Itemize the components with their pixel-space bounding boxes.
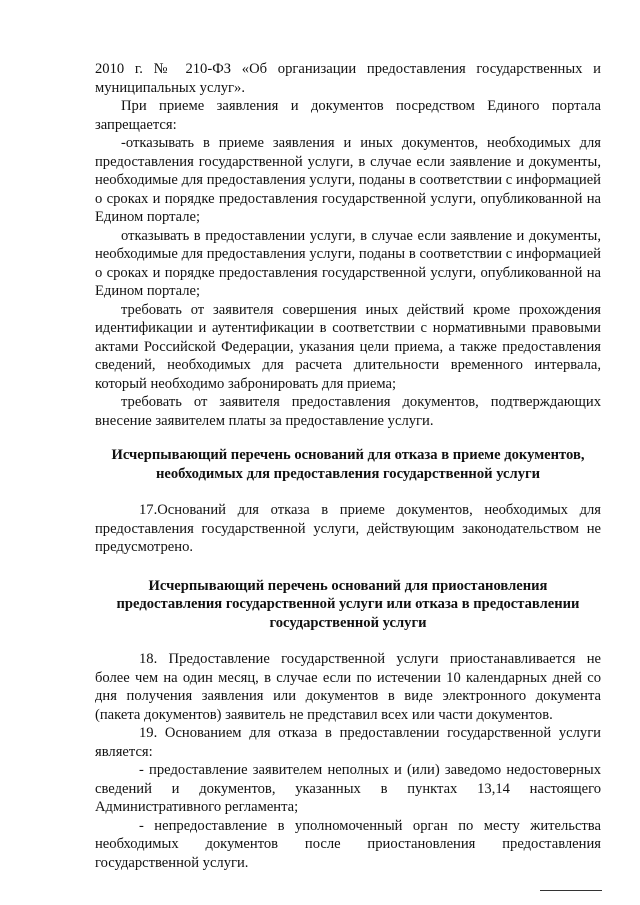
- section-heading-refusal-acceptance: Исчерпывающий перечень оснований для отказа в приеме документов, необходимых для предоставления государственной услуги: [111, 447, 585, 482]
- paragraph-17: 17.Оснований для отказа в приеме документов, необходимых для предоставления государственной услуги, действующим законодательством не предусмотрено.: [95, 502, 601, 555]
- paragraph-refuse-acceptance: -отказывать в приеме заявления и иных документов, необходимых для предоставления государственной услуги, в случае если заявление и документы, необходимые для предоставления услуги, поданы в соответствии с информацией о сроках и порядке предоставления государственной услуги, опубликованной на Едином портале;: [95, 135, 601, 225]
- paragraph-law-reference: 2010 г. № 210-ФЗ «Об организации предоставления государственных и муниципальных услуг».: [95, 61, 601, 96]
- paragraph-no-documents: - непредоставление в уполномоченный орган по месту жительства необходимых документов после приостановления предоставления государственной услуги.: [95, 817, 601, 871]
- paragraph-portal-prohibitions: При приеме заявления и документов посредством Единого портала запрещается:: [95, 98, 601, 133]
- section-heading-suspension: Исчерпывающий перечень оснований для приостановления предоставления государственной услуги или отказа в предоставлении государственной услуги: [116, 577, 580, 631]
- paragraph-18: 18. Предоставление государственной услуги приостанавливается не более чем на один месяц, в случае если по истечении 10 календарных дней со дня получения заявления или документов в виде электронного документа (пакета документов) заявитель не представил всех или части документов.: [95, 651, 601, 723]
- footer-divider: [540, 890, 602, 891]
- paragraph-require-payment-docs: требовать от заявителя предоставления документов, подтверждающих внесение заявителем платы за предоставление услуги.: [95, 394, 601, 429]
- paragraph-require-actions: требовать от заявителя совершения иных действий кроме прохождения идентификации и аутентификации в соответствии с нормативными правовыми актами Российской Федерации, указания цели приема, а также предоставления сведений, необходимых для расчета длительности временного интервала, который необходимо забронировать для приема;: [95, 301, 601, 392]
- paragraph-19: 19. Основанием для отказа в предоставлении государственной услуги является:: [95, 725, 601, 760]
- document-body: [95, 60, 601, 872]
- paragraph-refuse-service: отказывать в предоставлении услуги, в случае если заявление и документы, необходимые для предоставления услуги, поданы в соответствии с информацией о сроках и порядке предоставления государственной услуги, опубликованной на Едином портале;: [95, 227, 601, 299]
- paragraph-incomplete-info: - предоставление заявителем неполных и (или) заведомо недостоверных сведений и документов, указанных в пунктах 13,14 настоящего Административного регламента;: [95, 762, 601, 815]
